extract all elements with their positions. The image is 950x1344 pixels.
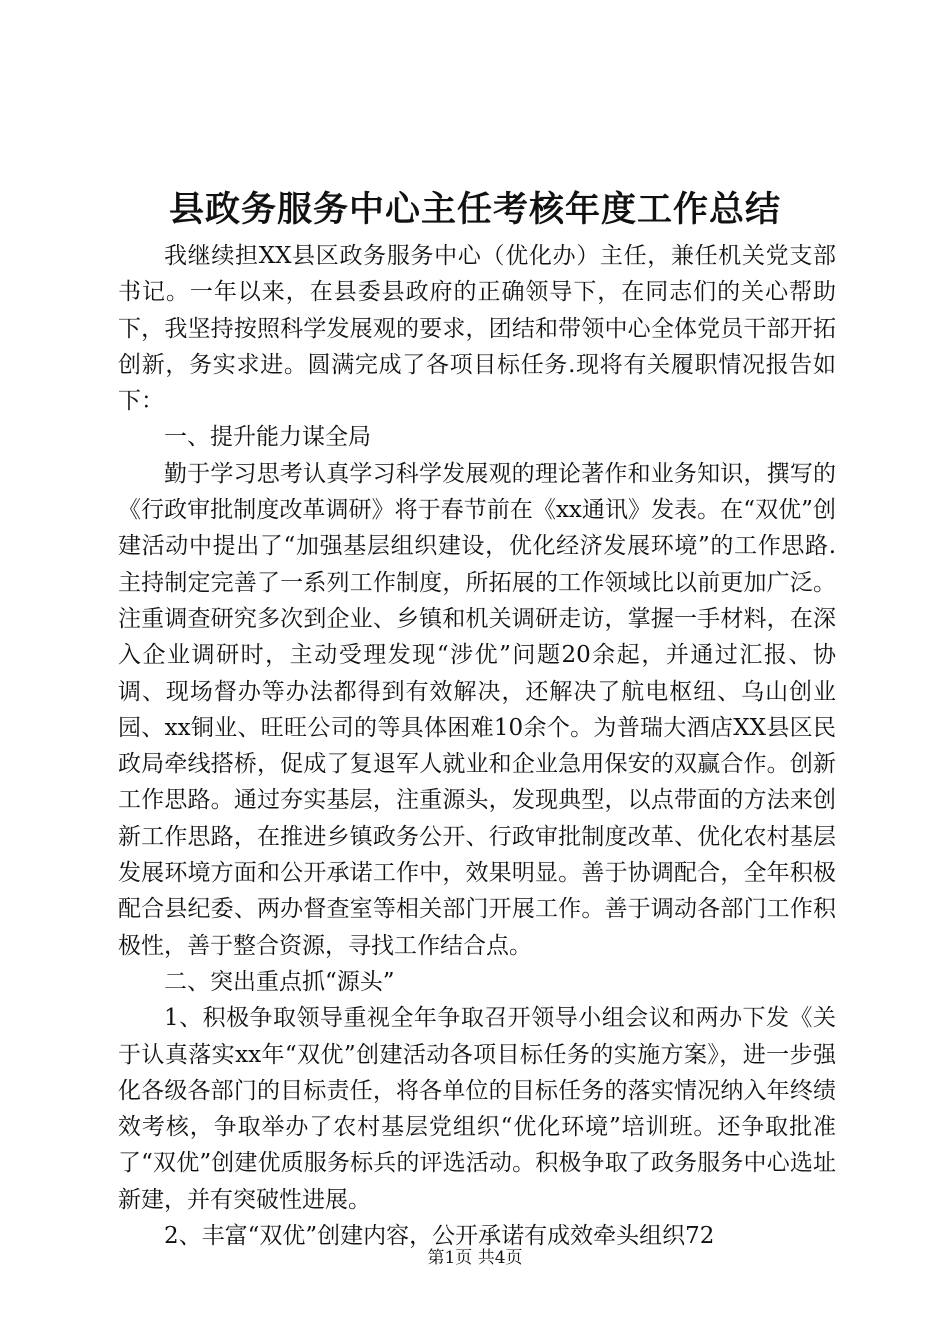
document-title: 县政务服务中心主任考核年度工作总结 <box>168 189 781 230</box>
page-footer: 第1页 共4页 <box>427 1248 523 1268</box>
paragraph-item-1: 1、积极争取领导重视全年争取召开领导小组会议和两办下发《关于认真落实xx年“双优”创建活动各项目标任务的实施方案》，进一步强化各级各部门的目标责任，将各单位的目标任务的落实情况纳入年终绩效考核，争取举办了农村基层党组织“优化环境”培训班。还争取批准了“双优”创建优质服务标兵的评选活动。积极争取了政务服务中心选址新建，并有突破性进展。 <box>118 1005 836 1213</box>
section-heading-2: 二、突出重点抓“源头” <box>164 968 395 995</box>
paragraph-section-1: 勤于学习思考认真学习科学发展观的理论著作和业务知识，撰写的《行政审批制度改革调研》将于春节前在《xx通讯》发表。在“双优”创建活动中提出了“加强基层组织建设，优化经济发展环境”的工作思路.主持制定完善了一系列工作制度，所拓展的工作领域比以前更加广泛。注重调查研究多次到企业、乡镇和机关调研走访，掌握一手材料，在深入企业调研时，主动受理发现“涉优”问题20余起，并通过汇报、协调、现场督办等办法都得到有效解决，还解决了航电枢纽、乌山创业园、xx铜业、旺旺公司的等具体困难10余个。为普瑞大酒店XX县区民政局牵线搭桥，促成了复退军人就业和企业急用保安的双赢合作。创新工作思路。通过夯实基层，注重源头，发现典型，以点带面的方法来创新工作思路，在推进乡镇政务公开、行政审批制度改革、优化农村基层发展环境方面和公开承诺工作中，效果明显。善于协调配合，全年积极配合县纪委、两办督查室等相关部门开展工作。善于调动各部门工作积极性，善于整合资源，寻找工作结合点。 <box>118 460 836 959</box>
paragraph-intro: 我继续担XX县区政务服务中心（优化办）主任，兼任机关党支部书记。一年以来，在县委县政府的正确领导下，在同志们的关心帮助下，我坚持按照科学发展观的要求，团结和带领中心全体党员干部开拓创新，务实求进。圆满完成了各项目标任务.现将有关履职情况报告如下： <box>118 243 836 415</box>
section-heading-1: 一、提升能力谋全局 <box>164 424 371 451</box>
document-body <box>118 238 836 1254</box>
paragraph-item-2: 2、丰富“双优”创建内容，公开承诺有成效牵头组织72 <box>164 1223 715 1250</box>
